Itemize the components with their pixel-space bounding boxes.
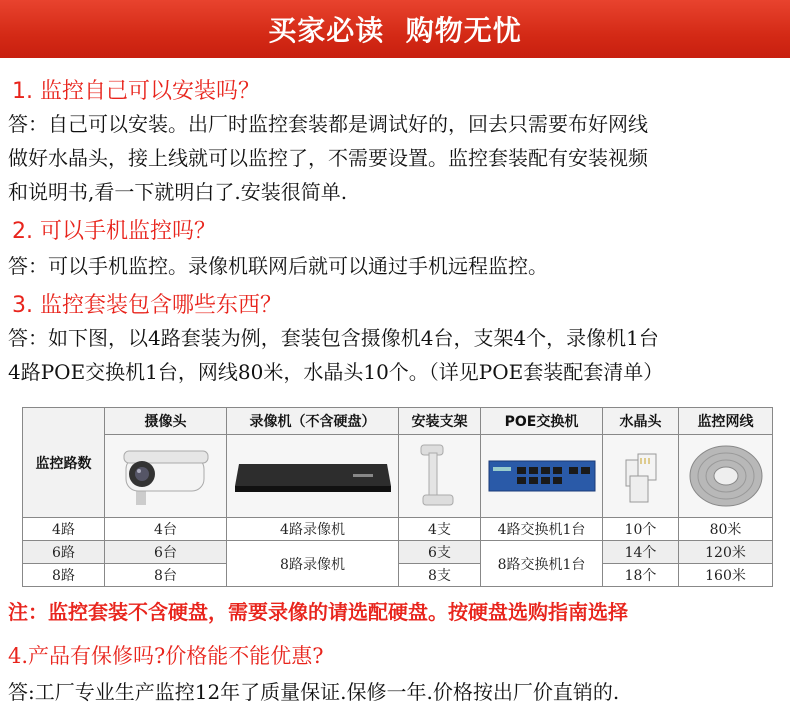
bullet-camera-icon <box>116 443 216 509</box>
camera-image-cell <box>105 435 227 518</box>
question-2: 2. 可以手机监控吗？ <box>12 219 216 244</box>
header-banner <box>0 0 790 58</box>
answer-4: 答:工厂专业生产监控12年了质量保证.保修一年.价格按出厂价直销的. <box>8 680 620 704</box>
nvr-image-cell <box>227 435 399 518</box>
row-6-bracket: 6支 <box>399 541 481 564</box>
row-4-switch: 4路交换机1台 <box>481 518 603 541</box>
rj45-image-cell <box>603 435 679 518</box>
row-8-rj45: 18个 <box>603 564 679 587</box>
row-8-cable: 160米 <box>679 564 773 587</box>
banner-title: 买家必读 购物无忧 <box>268 14 522 47</box>
question-1: 1. 监控自己可以安装吗？ <box>12 79 260 104</box>
row-4-nvr: 4路录像机 <box>227 518 399 541</box>
row-8-channels: 8路 <box>23 564 105 587</box>
col-header-camera: 摄像头 <box>105 408 227 435</box>
row-4-camera: 4台 <box>105 518 227 541</box>
row-6-camera: 6台 <box>105 541 227 564</box>
row-8-camera: 8台 <box>105 564 227 587</box>
table-row <box>23 541 773 564</box>
row-6-rj45: 14个 <box>603 541 679 564</box>
col-header-nvr: 录像机（不含硬盘） <box>227 408 399 435</box>
col-header-bracket: 安装支架 <box>399 408 481 435</box>
answer-1-line-2: 做好水晶头，接上线就可以监控了，不需要设置。监控套装配有安装视频 <box>8 146 648 170</box>
nvr-6-8: 8路录像机 <box>227 541 399 587</box>
channels-header: 监控路数 <box>23 408 105 518</box>
row-4-cable: 80米 <box>679 518 773 541</box>
poe-switch-icon <box>487 455 597 497</box>
bracket-image-cell <box>399 435 481 518</box>
row-4-rj45: 10个 <box>603 518 679 541</box>
answer-3-line-1: 答：如下图，以4路套装为例，套装包含摄像机4台，支架4个，录像机1台 <box>8 326 659 350</box>
answer-2-line-1: 答：可以手机监控。录像机联网后就可以通过手机远程监控。 <box>8 254 548 278</box>
switch-image-cell <box>481 435 603 518</box>
col-header-rj45: 水晶头 <box>603 408 679 435</box>
row-4-channels: 4路 <box>23 518 105 541</box>
table-row <box>23 518 773 541</box>
answer-1-line-1: 答：自己可以安装。出厂时监控套装都是调试好的，回去只需要布好网线 <box>8 112 648 136</box>
row-6-cable: 120米 <box>679 541 773 564</box>
hard-disk-note: 注：监控套装不含硬盘，需要录像的请选配硬盘。按硬盘选购指南选择 <box>8 600 628 624</box>
row-8-bracket: 8支 <box>399 564 481 587</box>
cable-coil-icon <box>686 443 766 509</box>
question-4: 4.产品有保修吗?价格能不能优惠? <box>8 644 324 668</box>
row-6-channels: 6路 <box>23 541 105 564</box>
question-3: 3. 监控套装包含哪些东西？ <box>12 293 282 318</box>
row-4-bracket: 4支 <box>399 518 481 541</box>
col-header-switch: POE交换机 <box>481 408 603 435</box>
col-header-cable: 监控网线 <box>679 408 773 435</box>
camera-bracket-icon <box>415 441 465 511</box>
answer-1-line-3: 和说明书,看一下就明白了.安装很简单. <box>8 180 348 204</box>
switch-6-8: 8路交换机1台 <box>481 541 603 587</box>
table-header-row <box>23 408 773 435</box>
nvr-recorder-icon <box>233 456 393 496</box>
rj45-connector-icon <box>616 446 666 506</box>
table-image-row <box>23 435 773 518</box>
kit-contents-table <box>22 407 773 587</box>
answer-3-line-2: 4路POE交换机1台，网线80米，水晶头10个。（详见POE套装配套清单） <box>8 360 664 384</box>
cable-image-cell <box>679 435 773 518</box>
